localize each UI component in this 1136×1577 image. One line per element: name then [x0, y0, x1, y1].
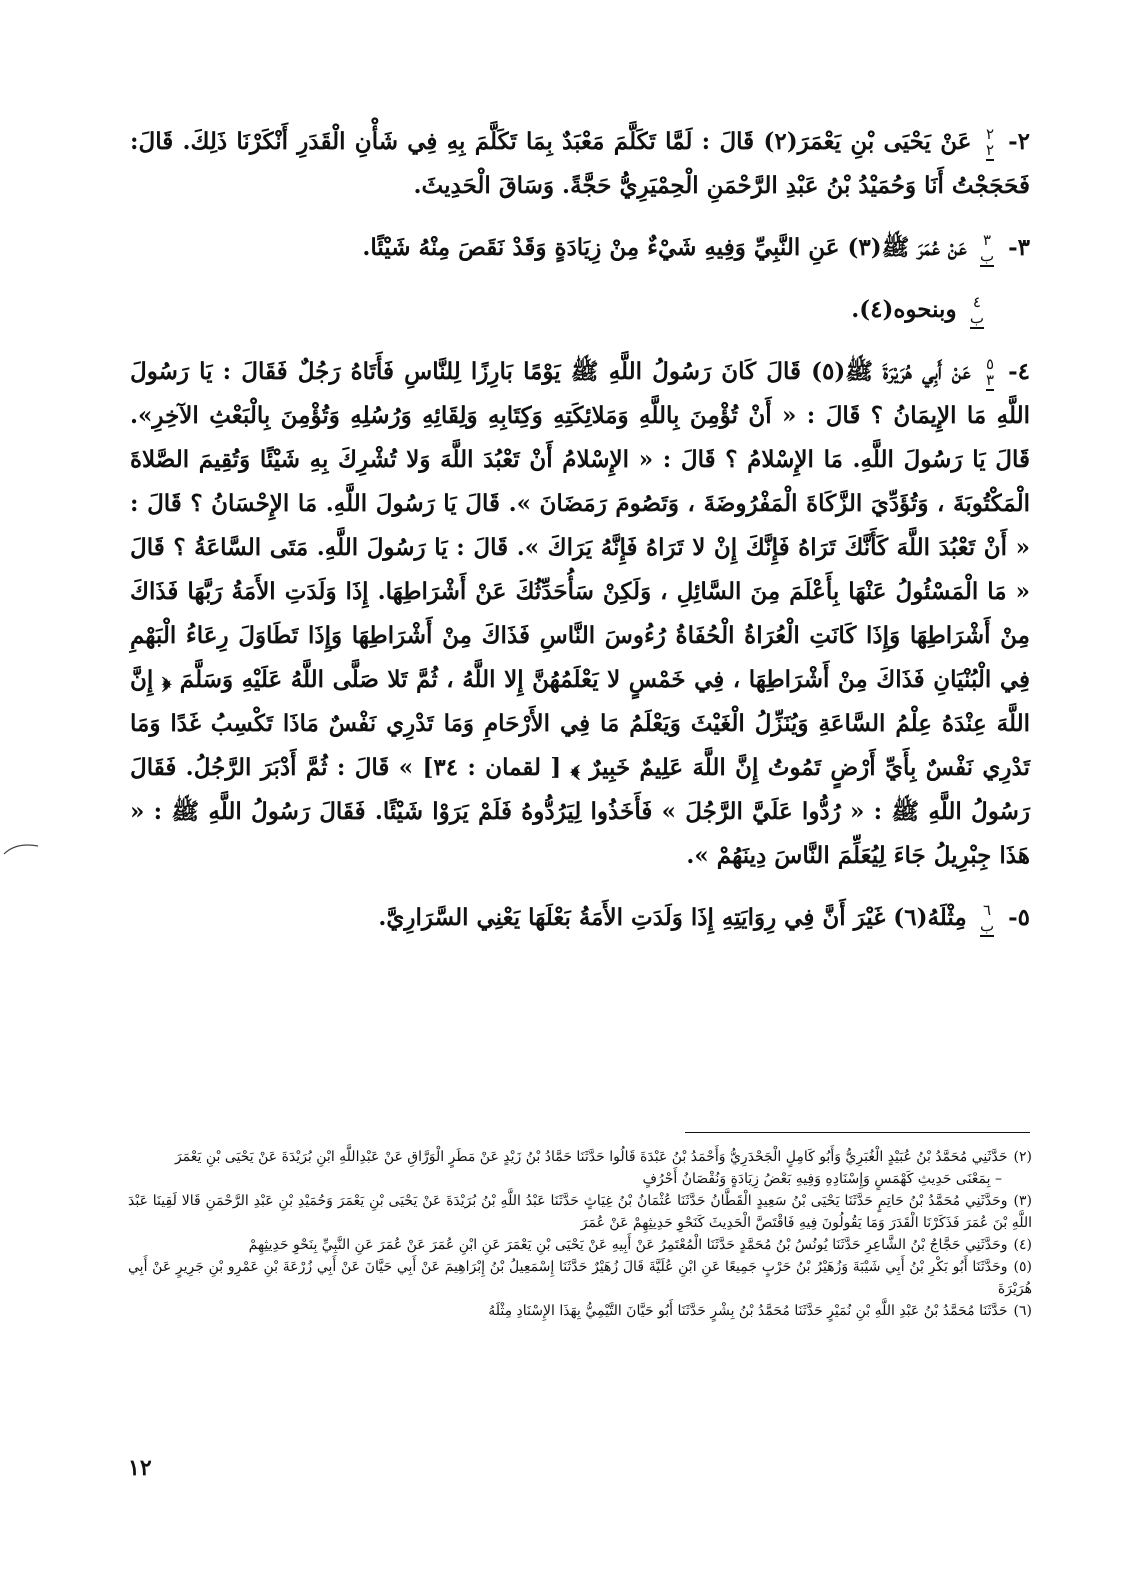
hadith-number: ٣- [1008, 234, 1030, 261]
margin-scan-mark [2, 838, 42, 858]
hadith-4 [130, 350, 1030, 878]
footnote-number: (٤) [1013, 1237, 1032, 1253]
footnote-6 [128, 1300, 1032, 1322]
footnote-text: حَدَّثَنِي مُحَمَّدُ بْنُ عُبَيْدٍ الْغُبَرِيُّ وَأَبُو كَامِلٍ الْجَحْدَرِيُّ وَأَحْمَدُ بْنُ عَبْدَةَ قَالُوا حَدَّثَنَا حَمَّادُ بْنُ زَيْدٍ عَنْ مَطَرٍ الْوَرَّاقِ عَنْ عَبْدِاللَّهِ ابْنِ بُرَيْدَةَ عَنْ يَحْيَى بْنِ يَعْمَرَ [174, 1149, 1008, 1165]
hadith-3 [130, 226, 1030, 270]
page-number: ١٢ [128, 1455, 152, 1481]
footnote-2 [128, 1146, 1032, 1168]
footnote-4 [128, 1234, 1032, 1256]
hadith-fraction-marker: ٢ ٢ [986, 124, 995, 159]
hadith-fraction-marker: ٣ ب [979, 230, 995, 265]
footnote-number: (٦) [1013, 1303, 1032, 1319]
footnote-text: وحَدَّثَنِي مُحَمَّدُ بْنُ حَاتِمٍ حَدَّثَنَا يَحْيَى بْنُ سَعِيدٍ الْقَطَّانُ حَدَّثَنَا عُثْمَانُ بْنُ غِيَاثٍ حَدَّثَنَا عَبْدُ اللَّهِ بْنُ بُرَيْدَةَ عَنْ يَحْيَى بْنِ يَعْمَرَ وَحُمَيْدِ بْنِ عَبْدِ الرَّحْمَنِ قَالا لَقِينَا عَبْدَ اللَّهِ بْنَ عُمَرَ فَذَكَرْنَا الْقَدَرَ وَمَا يَقُولُونَ فِيهِ فَاقْتَصَّ الْحَدِيثَ كَنَحْوِ حَدِيثِهِمْ عَنْ عُمَرَ [128, 1193, 1032, 1231]
footnote-2-note [128, 1168, 1032, 1190]
hadith-body: عَنْ يَحْيَى بْنِ يَعْمَرَ(٢) قَالَ : لَمَّا تَكَلَّمَ مَعْبَدٌ بِمَا تَكَلَّمَ بِهِ فِي شَأْنِ الْقَدَرِ أَنْكَرْنَا ذَلِكَ. قَالَ: فَحَجَجْتُ أَنَا وَحُمَيْدُ بْنُ عَبْدِ الرَّحْمَنِ الْحِمْيَرِيُّ حَجَّةً. وَسَاقَ الْحَدِيثَ. [130, 128, 1030, 199]
footnote-text: وحَدَّثَنِي حَجَّاجُ بْنُ الشَّاعِرِ حَدَّثَنَا يُونُسُ بْنُ مُحَمَّدٍ حَدَّثَنَا الْمُعْتَمِرُ عَنْ أَبِيهِ عَنْ يَحْيَى بْنِ يَعْمَرَ عَنِ ابْنِ عُمَرَ عَنْ عُمَرَ عَنِ النَّبِيِّ بِنَحْوِ حَدِيثِهِمْ [248, 1237, 1008, 1253]
footnote-text: حَدَّثَنَا مُحَمَّدُ بْنُ عَبْدِ اللَّهِ بْنِ نُمَيْرٍ حَدَّثَنَا مُحَمَّدُ بْنُ بِشْرٍ حَدَّثَنَا أَبُو حَيَّانَ التَّيْمِيُّ بِهَذَا الإِسْنَادِ مِثْلَهُ [488, 1303, 1008, 1319]
hadith-body: مِثْلَهُ(٦) غَيْرَ أَنَّ فِي رِوَايَتِهِ إِذَا وَلَدَتِ الأَمَةُ بَعْلَهَا يَعْنِي السَّرَارِيَّ. [378, 904, 967, 931]
footnote-5 [128, 1256, 1032, 1300]
hadith-5 [130, 896, 1030, 940]
hadith-body: وبنحوه(٤). [851, 296, 957, 323]
hadith-2 [130, 120, 1030, 208]
footnote-separator [685, 1132, 1030, 1133]
hadith-fraction-marker: ٤ ب [969, 292, 984, 327]
footnote-text: – بِمَعْنَى حَدِيثِ كَهْمَسٍ وَإِسْنَادِهِ وَفِيهِ بَعْضُ زِيَادَةٍ وَنُقْصَانُ أَحْرُفٍ [642, 1171, 1002, 1187]
hadith-text-block [130, 120, 1030, 940]
hadith-body: عَنْ عُمَرَ ﷺ(٣) عَنِ النَّبِيِّ وَفِيهِ شَيْءٌ مِنْ زِيَادَةٍ وَقَدْ نَقَصَ مِنْهُ شَيْئًا. [362, 234, 967, 261]
footnotes-block [128, 1146, 1032, 1322]
hadith-fraction-marker: ٥ ٣ [986, 354, 995, 389]
footnote-number: (٥) [1013, 1259, 1032, 1275]
footnote-number: (٢) [1013, 1149, 1032, 1165]
hadith-number: ٥- [1008, 904, 1030, 931]
hadith-number: ٢- [1008, 128, 1030, 155]
hadith-body: عَنْ أَبِي هُرَيْرَةَ ﷺ(٥) قَالَ كَانَ رَسُولُ اللَّهِ ﷺ يَوْمًا بَارِزًا لِلنَّاسِ فَأَتَاهُ رَجُلٌ فَقَالَ : يَا رَسُولَ اللَّهِ مَا الإِيمَانُ ؟ قَالَ : « أَنْ تُؤْمِنَ بِاللَّهِ وَمَلائِكَتِهِ وَكِتَابِهِ وَلِقَائِهِ وَرُسُلِهِ وَتُؤْمِنَ بِالْبَعْثِ الآخِرِ». قَالَ يَا رَسُولَ اللَّهِ. مَا الإِسْلامُ ؟ قَالَ : « الإِسْلامُ أَنْ تَعْبُدَ اللَّهَ وَلا تُشْرِكَ بِهِ شَيْئًا وَتُقِيمَ الصَّلاةَ الْمَكْتُوبَةَ ، وَتُؤَدِّيَ الزَّكَاةَ الْمَفْرُوضَةَ ، وَتَصُومَ رَمَضَانَ ». قَالَ يَا رَسُولَ اللَّهِ. مَا الإِحْسَانُ ؟ قَالَ : « أَنْ تَعْبُدَ اللَّهَ كَأَنَّكَ تَرَاهُ فَإِنَّكَ إِنْ لا تَرَاهُ فَإِنَّهُ يَرَاكَ ». قَالَ : يَا رَسُولَ اللَّهِ. مَتَى السَّاعَةُ ؟ قَالَ « مَا الْمَسْئُولُ عَنْهَا بِأَعْلَمَ مِنَ السَّائِلِ ، وَلَكِنْ سَأُحَدِّثُكَ عَنْ أَشْرَاطِهَا. إِذَا وَلَدَتِ الأَمَةُ رَبَّهَا فَذَاكَ مِنْ أَشْرَاطِهَا وَإِذَا كَانَتِ الْعُرَاةُ الْحُفَاةُ رُءُوسَ النَّاسِ فَذَاكَ مِنْ أَشْرَاطِهَا وَإِذَا تَطَاوَلَ رِعَاءُ الْبَهْمِ فِي الْبُنْيَانِ فَذَاكَ مِنْ أَشْرَاطِهَا ، فِي خَمْسٍ لا يَعْلَمُهُنَّ إِلا اللَّهُ ، ثُمَّ تَلا صَلَّى اللَّهُ عَلَيْهِ وَسَلَّمَ ﴿ إِنَّ اللَّهَ عِنْدَهُ عِلْمُ السَّاعَةِ وَيُنَزِّلُ الْغَيْثَ وَيَعْلَمُ مَا فِي الأَرْحَامِ وَمَا تَدْرِي نَفْسٌ مَاذَا تَكْسِبُ غَدًا وَمَا تَدْرِي نَفْسٌ بِأَيِّ أَرْضٍ تَمُوتُ إِنَّ اللَّهَ عَلِيمٌ خَبِيرٌ ﴾ [ لقمان : ٣٤] » قَالَ : ثُمَّ أَدْبَرَ الرَّجُلُ. فَقَالَ رَسُولُ اللَّهِ ﷺ : « رُدُّوا عَلَيَّ الرَّجُلَ » فَأَخَذُوا لِيَرُدُّوهُ فَلَمْ يَرَوْا شَيْئًا. فَقَالَ رَسُولُ اللَّهِ ﷺ : « هَذَا جِبْرِيلُ جَاءَ لِيُعَلِّمَ النَّاسَ دِينَهُمْ ». [130, 358, 1030, 869]
hadith-number: ٤- [1008, 358, 1031, 385]
footnote-3 [128, 1190, 1032, 1234]
hadith-fraction-marker: ٦ ب [979, 900, 995, 935]
hadith-3-variant [130, 288, 1030, 332]
footnote-number: (٣) [1013, 1193, 1032, 1209]
footnote-text: وحَدَّثَنَا أَبُو بَكْرِ بْنُ أَبِي شَيْبَةَ وَزُهَيْرُ بْنُ حَرْبٍ جَمِيعًا عَنِ ابْنِ عُلَيَّةَ قَالَ زُهَيْرٌ حَدَّثَنَا إِسْمَعِيلُ بْنُ إِبْرَاهِيمَ عَنْ أَبِي حَيَّانَ عَنْ أَبِي زُرْعَةَ بْنِ عَمْرِو بْنِ جَرِيرٍ عَنْ أَبِي هُرَيْرَةَ [128, 1259, 1032, 1297]
